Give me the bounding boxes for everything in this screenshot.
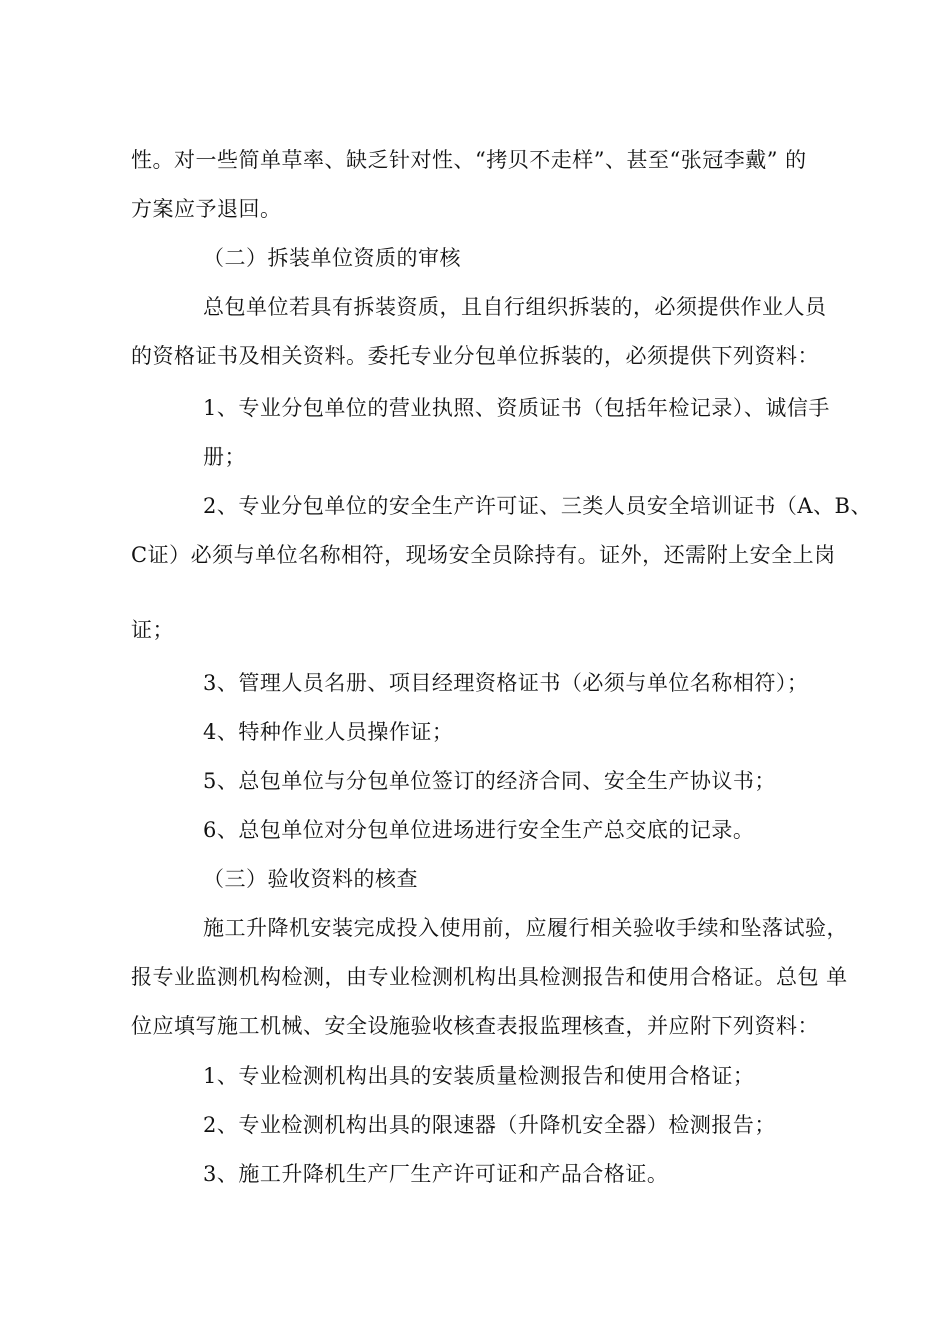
paragraph-line: 报专业监测机构检测，由专业检测机构出具检测报告和使用合格证。总包 单 xyxy=(131,965,848,989)
paragraph-line: 总包单位若具有拆装资质，且自行组织拆装的，必须提供作业人员 xyxy=(203,295,827,319)
paragraph-line: 方案应予退回。 xyxy=(131,197,282,221)
list-item: 3、管理人员名册、项目经理资格证书（必须与单位名称相符）； xyxy=(203,671,809,695)
list-item: 2、专业检测机构出具的限速器（升降机安全器）检测报告； xyxy=(203,1113,776,1137)
list-item: 5、总包单位与分包单位签订的经济合同、安全生产协议书； xyxy=(203,769,776,793)
list-item: 6、总包单位对分包单位进场进行安全生产总交底的记录。 xyxy=(203,818,755,842)
paragraph-line: 位应填写施工机械、安全设施验收核查表报监理核查，并应附下列资料： xyxy=(131,1014,819,1038)
list-item-continuation: 册； xyxy=(203,445,246,469)
list-item-continuation: 证； xyxy=(131,618,174,642)
section-heading: （三）验收资料的核查 xyxy=(203,867,418,891)
list-item: 1、专业分包单位的营业执照、资质证书（包括年检记录）、诚信手 xyxy=(203,396,830,420)
paragraph-line: 施工升降机安装完成投入使用前，应履行相关验收手续和坠落试验， xyxy=(203,916,848,940)
list-item: 1、专业检测机构出具的安装质量检测报告和使用合格证； xyxy=(203,1064,755,1088)
paragraph-line: 的资格证书及相关资料。委托专业分包单位拆装的，必须提供下列资料： xyxy=(131,344,819,368)
list-item: 2、专业分包单位的安全生产许可证、三类人员安全培训证书（A、B、 xyxy=(203,494,872,518)
list-item: 3、施工升降机生产厂生产许可证和产品合格证。 xyxy=(203,1162,669,1186)
section-heading: （二）拆装单位资质的审核 xyxy=(203,246,461,270)
list-item-continuation: C证）必须与单位名称相符，现场安全员除持有。证外，还需附上安全上岗 xyxy=(131,543,836,567)
list-item: 4、特种作业人员操作证； xyxy=(203,720,454,744)
paragraph-line: 性。对一些简单草率、缺乏针对性、“拷贝不走样”、甚至“张冠李戴” 的 xyxy=(131,148,807,172)
